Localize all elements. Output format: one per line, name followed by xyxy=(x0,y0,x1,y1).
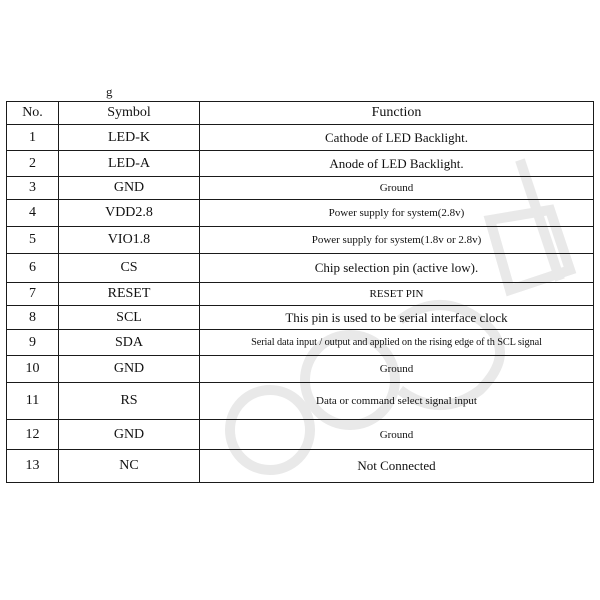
pin-number: 3 xyxy=(7,177,59,200)
pin-number: 2 xyxy=(7,151,59,177)
pin-symbol: VIO1.8 xyxy=(59,227,200,254)
pin-function: Ground xyxy=(200,356,594,383)
table-row xyxy=(7,383,594,420)
pin-number: 5 xyxy=(7,227,59,254)
pin-function: This pin is used to be serial interface clock xyxy=(200,306,594,330)
table-row xyxy=(7,330,594,356)
pin-number: 7 xyxy=(7,283,59,306)
table-row xyxy=(7,356,594,383)
cropped-heading-fragment: g xyxy=(106,84,113,99)
pin-definition-table xyxy=(6,101,594,483)
pin-function: Power supply for system(2.8v) xyxy=(200,200,594,227)
table-row xyxy=(7,283,594,306)
pin-number: 11 xyxy=(7,383,59,420)
pin-symbol: GND xyxy=(59,356,200,383)
pin-symbol: RS xyxy=(59,383,200,420)
pin-number: 8 xyxy=(7,306,59,330)
pin-function: Anode of LED Backlight. xyxy=(200,151,594,177)
table-row xyxy=(7,227,594,254)
pin-number: 1 xyxy=(7,125,59,151)
pin-symbol: CS xyxy=(59,254,200,283)
pin-number: 9 xyxy=(7,330,59,356)
table-row xyxy=(7,200,594,227)
pin-number: 13 xyxy=(7,450,59,483)
table-row xyxy=(7,450,594,483)
pin-symbol: SCL xyxy=(59,306,200,330)
header-function: Function xyxy=(200,102,594,125)
pin-symbol: VDD2.8 xyxy=(59,200,200,227)
header-row xyxy=(7,102,594,125)
pin-function: Data or command select signal input xyxy=(200,383,594,420)
pin-symbol: SDA xyxy=(59,330,200,356)
pin-function: Power supply for system(1.8v or 2.8v) xyxy=(200,227,594,254)
pin-symbol: RESET xyxy=(59,283,200,306)
pin-number: 6 xyxy=(7,254,59,283)
pin-function: Chip selection pin (active low). xyxy=(200,254,594,283)
table-row xyxy=(7,254,594,283)
pin-number: 12 xyxy=(7,420,59,450)
pin-symbol: GND xyxy=(59,420,200,450)
header-no: No. xyxy=(7,102,59,125)
pin-symbol: NC xyxy=(59,450,200,483)
table-row xyxy=(7,125,594,151)
pin-function: RESET PIN xyxy=(200,283,594,306)
table-row xyxy=(7,151,594,177)
pin-function: Serial data input / output and applied on the rising edge of th SCL signal xyxy=(200,330,594,356)
pin-function: Ground xyxy=(200,177,594,200)
table-row xyxy=(7,420,594,450)
pin-symbol: LED-K xyxy=(59,125,200,151)
pin-number: 10 xyxy=(7,356,59,383)
pin-function: Cathode of LED Backlight. xyxy=(200,125,594,151)
pin-symbol: GND xyxy=(59,177,200,200)
table-row xyxy=(7,306,594,330)
pin-number: 4 xyxy=(7,200,59,227)
header-symbol: Symbol xyxy=(59,102,200,125)
pin-function: Ground xyxy=(200,420,594,450)
pin-function: Not Connected xyxy=(200,450,594,483)
pin-symbol: LED-A xyxy=(59,151,200,177)
table-row xyxy=(7,177,594,200)
